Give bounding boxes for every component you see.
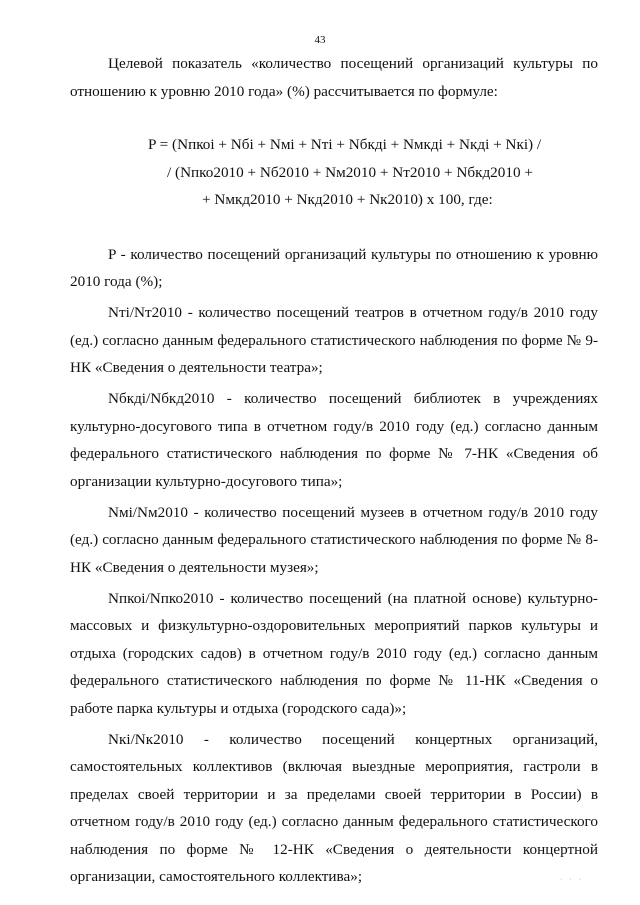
- page-number: 43: [314, 34, 326, 46]
- definition-paragraph: Nбкді/Nбкд2010 - количество посещений библиотек в учреждениях культурно-досугового типа в отчетном году/в 2010 году (ед.) согласно данным федерального статистического наблюдения по форме № 7-НК «Сведения об организации культурно-досугового типа»;: [70, 390, 598, 490]
- document-body: [70, 50, 598, 894]
- definition-paragraph: Nті/Nт2010 - количество посещений театров в отчетном году/в 2010 году (ед.) согласно данным федерального статистического наблюдения по форме № 9-НК «Сведения о деятельности театра»;: [70, 304, 598, 376]
- definition-paragraph: Nпкоі/Nпко2010 - количество посещений (на платной основе) культурно-массовых и физкультурно-оздоровительных мероприятий парков культуры и отдыха (городских садов) в отчетном году/в 2010 году (ед.) согласно данным федерального статистического наблюдения по форме № 11-НК «Сведения о работе парка культуры и отдыха (городского сада)»;: [70, 589, 598, 717]
- scan-artifact-mark: · · ·: [560, 877, 584, 883]
- formula-line-3: + Nмкд2010 + Nкд2010 + Nк2010) х 100, где:: [202, 191, 493, 208]
- formula-line-2: / (Nпко2010 + Nб2010 + Nм2010 + Nт2010 + Nбкд2010 +: [167, 163, 533, 181]
- definition-paragraph: Nкі/Nк2010 - количество посещений концертных организаций, самостоятельных коллективов (включая выездные мероприятия, гастроли в пределах своей территории и за пределами своей территории в России) в отчетном году/в 2010 году (ед.) согласно данным федерального статистического наблюдения по форме № 12-НК «Сведения о деятельности концертной организации, самостоятельного коллектива»;: [70, 730, 598, 885]
- definition-paragraph: P - количество посещений организаций культуры по отношению к уровню 2010 года (%);: [70, 245, 598, 290]
- definitions-list: [70, 241, 598, 891]
- formula-line-1: P = (Nпкоі + Nбі + Nмі + Nті + Nбкді + Nмкді + Nкді + Nкі) /: [148, 136, 542, 153]
- intro-paragraph: Целевой показатель «количество посещений организаций культуры по отношению к уровню 2010 года» (%) рассчитывается по формуле:: [70, 55, 598, 100]
- formula-block: [70, 131, 598, 214]
- definition-paragraph: Nмі/Nм2010 - количество посещений музеев в отчетном году/в 2010 году (ед.) согласно данным федерального статистического наблюдения по форме № 8-НК «Сведения о деятельности музея»;: [70, 503, 598, 576]
